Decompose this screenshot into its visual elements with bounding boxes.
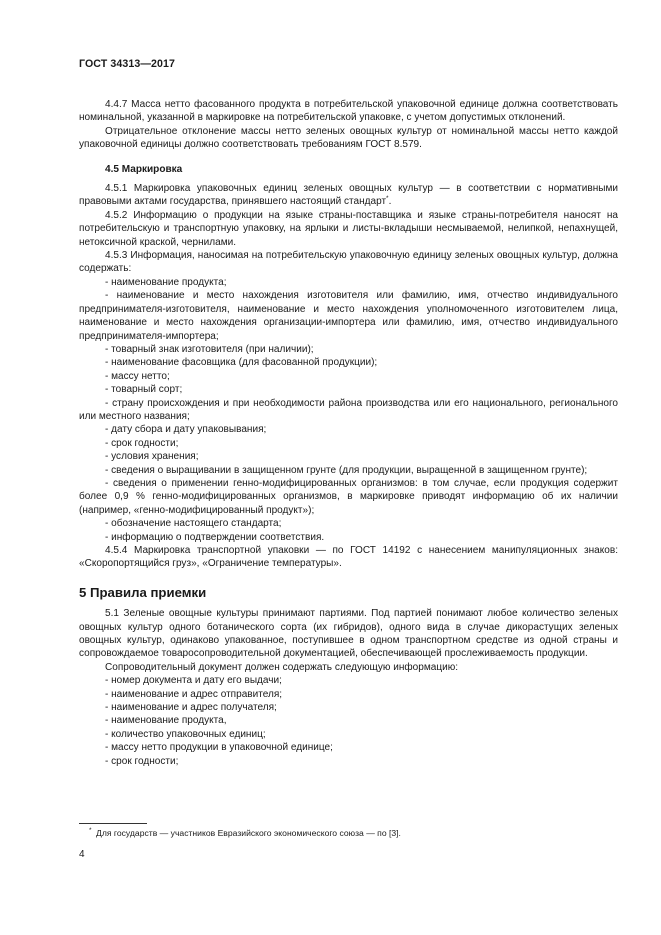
list-item: - срок годности; xyxy=(105,437,179,449)
list-item: - наименование фасовщика (для фасованной продукции); xyxy=(105,357,378,369)
document-code-header: ГОСТ 34313—2017 xyxy=(79,58,176,70)
list-item: - массу нетто; xyxy=(105,370,170,382)
footnote-divider xyxy=(79,823,147,824)
paragraph-4-5-2: 4.5.2 Информацию о продукции на языке страны-поставщика и языке страны-потребителя наносят на потребительскую и транспортную упаковку, на ярлыки и листы-вкладыши несмываемой, нелипкой, непахнущей, нетоксичной краской, чернилами. xyxy=(79,209,618,248)
footnote-text: Для государств — участников Евразийского экономического союза — по [3]. xyxy=(96,828,401,838)
paragraph-4-4-7: 4.4.7 Масса нетто фасованного продукта в потребительской упаковочной единице должна соответствовать номинальной, указанной в маркировке на потребительской упаковке, с учетом допустимых отклонений. xyxy=(79,99,618,124)
paragraph-4-5-1-text: 4.5.1 Маркировка упаковочных единиц зеленых овощных культур — в соответствии с нормативными правовыми актами государства, принявшего настоящий стандарт xyxy=(79,183,618,208)
list-item: - условия хранения; xyxy=(105,451,199,463)
paragraph-deviation: Отрицательное отклонение массы нетто зеленых овощных культур от номинальной массы нетто каждой упаковочной единицы должно соответствовать требованиям ГОСТ 8.579. xyxy=(79,125,618,151)
list-item: - наименование и адрес отправителя; xyxy=(105,688,283,700)
list-item: - срок годности; xyxy=(105,755,179,767)
list-item: - товарный знак изготовителя (при наличии); xyxy=(105,343,314,355)
list-item: - сведения о выращивании в защищенном грунте (для продукции, выращенной в защищенном грунте); xyxy=(105,464,588,476)
list-item: - обозначение настоящего стандарта; xyxy=(105,518,282,530)
list-item: - наименование продукта, xyxy=(105,715,227,727)
paragraph-4-5-3: 4.5.3 Информация, наносимая на потребительскую упаковочную единицу зеленых овощных культур, должна содержать: xyxy=(79,250,618,275)
page-number: 4 xyxy=(79,849,85,860)
paragraph-4-5-1-end: . xyxy=(388,196,392,208)
list-item: - номер документа и дату его выдачи; xyxy=(105,675,282,687)
list-item: - количество упаковочных единиц; xyxy=(105,728,266,740)
footnote-marker: * xyxy=(89,827,92,834)
list-item: - сведения о применении генно-модифицированных организмов: в том случае, если продукция содержит более 0,9 % генно-модифицированных организмов, в маркировке приводят информацию об их наличии (например, «генно-модифицированный продукт»); xyxy=(79,477,618,516)
list-item: - массу нетто продукции в упаковочной единице; xyxy=(105,742,333,754)
paragraph-5-1: 5.1 Зеленые овощные культуры принимают партиями. Под партией понимают любое количество зеленых овощных культур одного ботанического сорта (их гибридов), одного вида в случае дикорастущих зеленых овощных культур, одинаково упакованное, поступившее в одном транспортном средстве из одной страны и сопровождаемое товаросопроводительной документацией, обеспечивающей прослеживаемость продукции. xyxy=(79,608,618,660)
list-item: - наименование продукта; xyxy=(105,276,227,288)
heading-4-5: 4.5 Маркировка xyxy=(105,163,183,175)
list-item: - дату сбора и дату упаковывания; xyxy=(105,424,267,436)
paragraph-4-5-4: 4.5.4 Маркировка транспортной упаковки — по ГОСТ 14192 с нанесением манипуляционных знаков: «Скоропортящийся груз», «Ограничение температуры». xyxy=(79,545,618,570)
list-item: - товарный сорт; xyxy=(105,384,183,396)
section-heading-5: 5 Правила приемки xyxy=(79,584,207,600)
list-item: - информацию о подтверждении соответствия. xyxy=(105,531,325,543)
document-body xyxy=(79,98,618,768)
list-item: - страну происхождения и при необходимости района производства или его национального, регионального или местного названия; xyxy=(79,397,618,422)
list-item: - наименование и адрес получателя; xyxy=(105,702,277,714)
paragraph-accompanying-doc: Сопроводительный документ должен содержать следующую информацию: xyxy=(105,661,459,673)
list-item: - наименование и место нахождения изготовителя или фамилию, имя, отчество индивидуального предпринимателя-изготовителя, наименование и место нахождения уполномоченного изготовителем лица, наименование и место нахождения организации-импортера или фамилию, имя, отчество индивидуального предпринимателя-импортера; xyxy=(79,290,618,342)
footnote xyxy=(89,827,401,839)
paragraph-4-5-1 xyxy=(79,182,618,209)
footnote-ref-marker: * xyxy=(386,195,389,203)
